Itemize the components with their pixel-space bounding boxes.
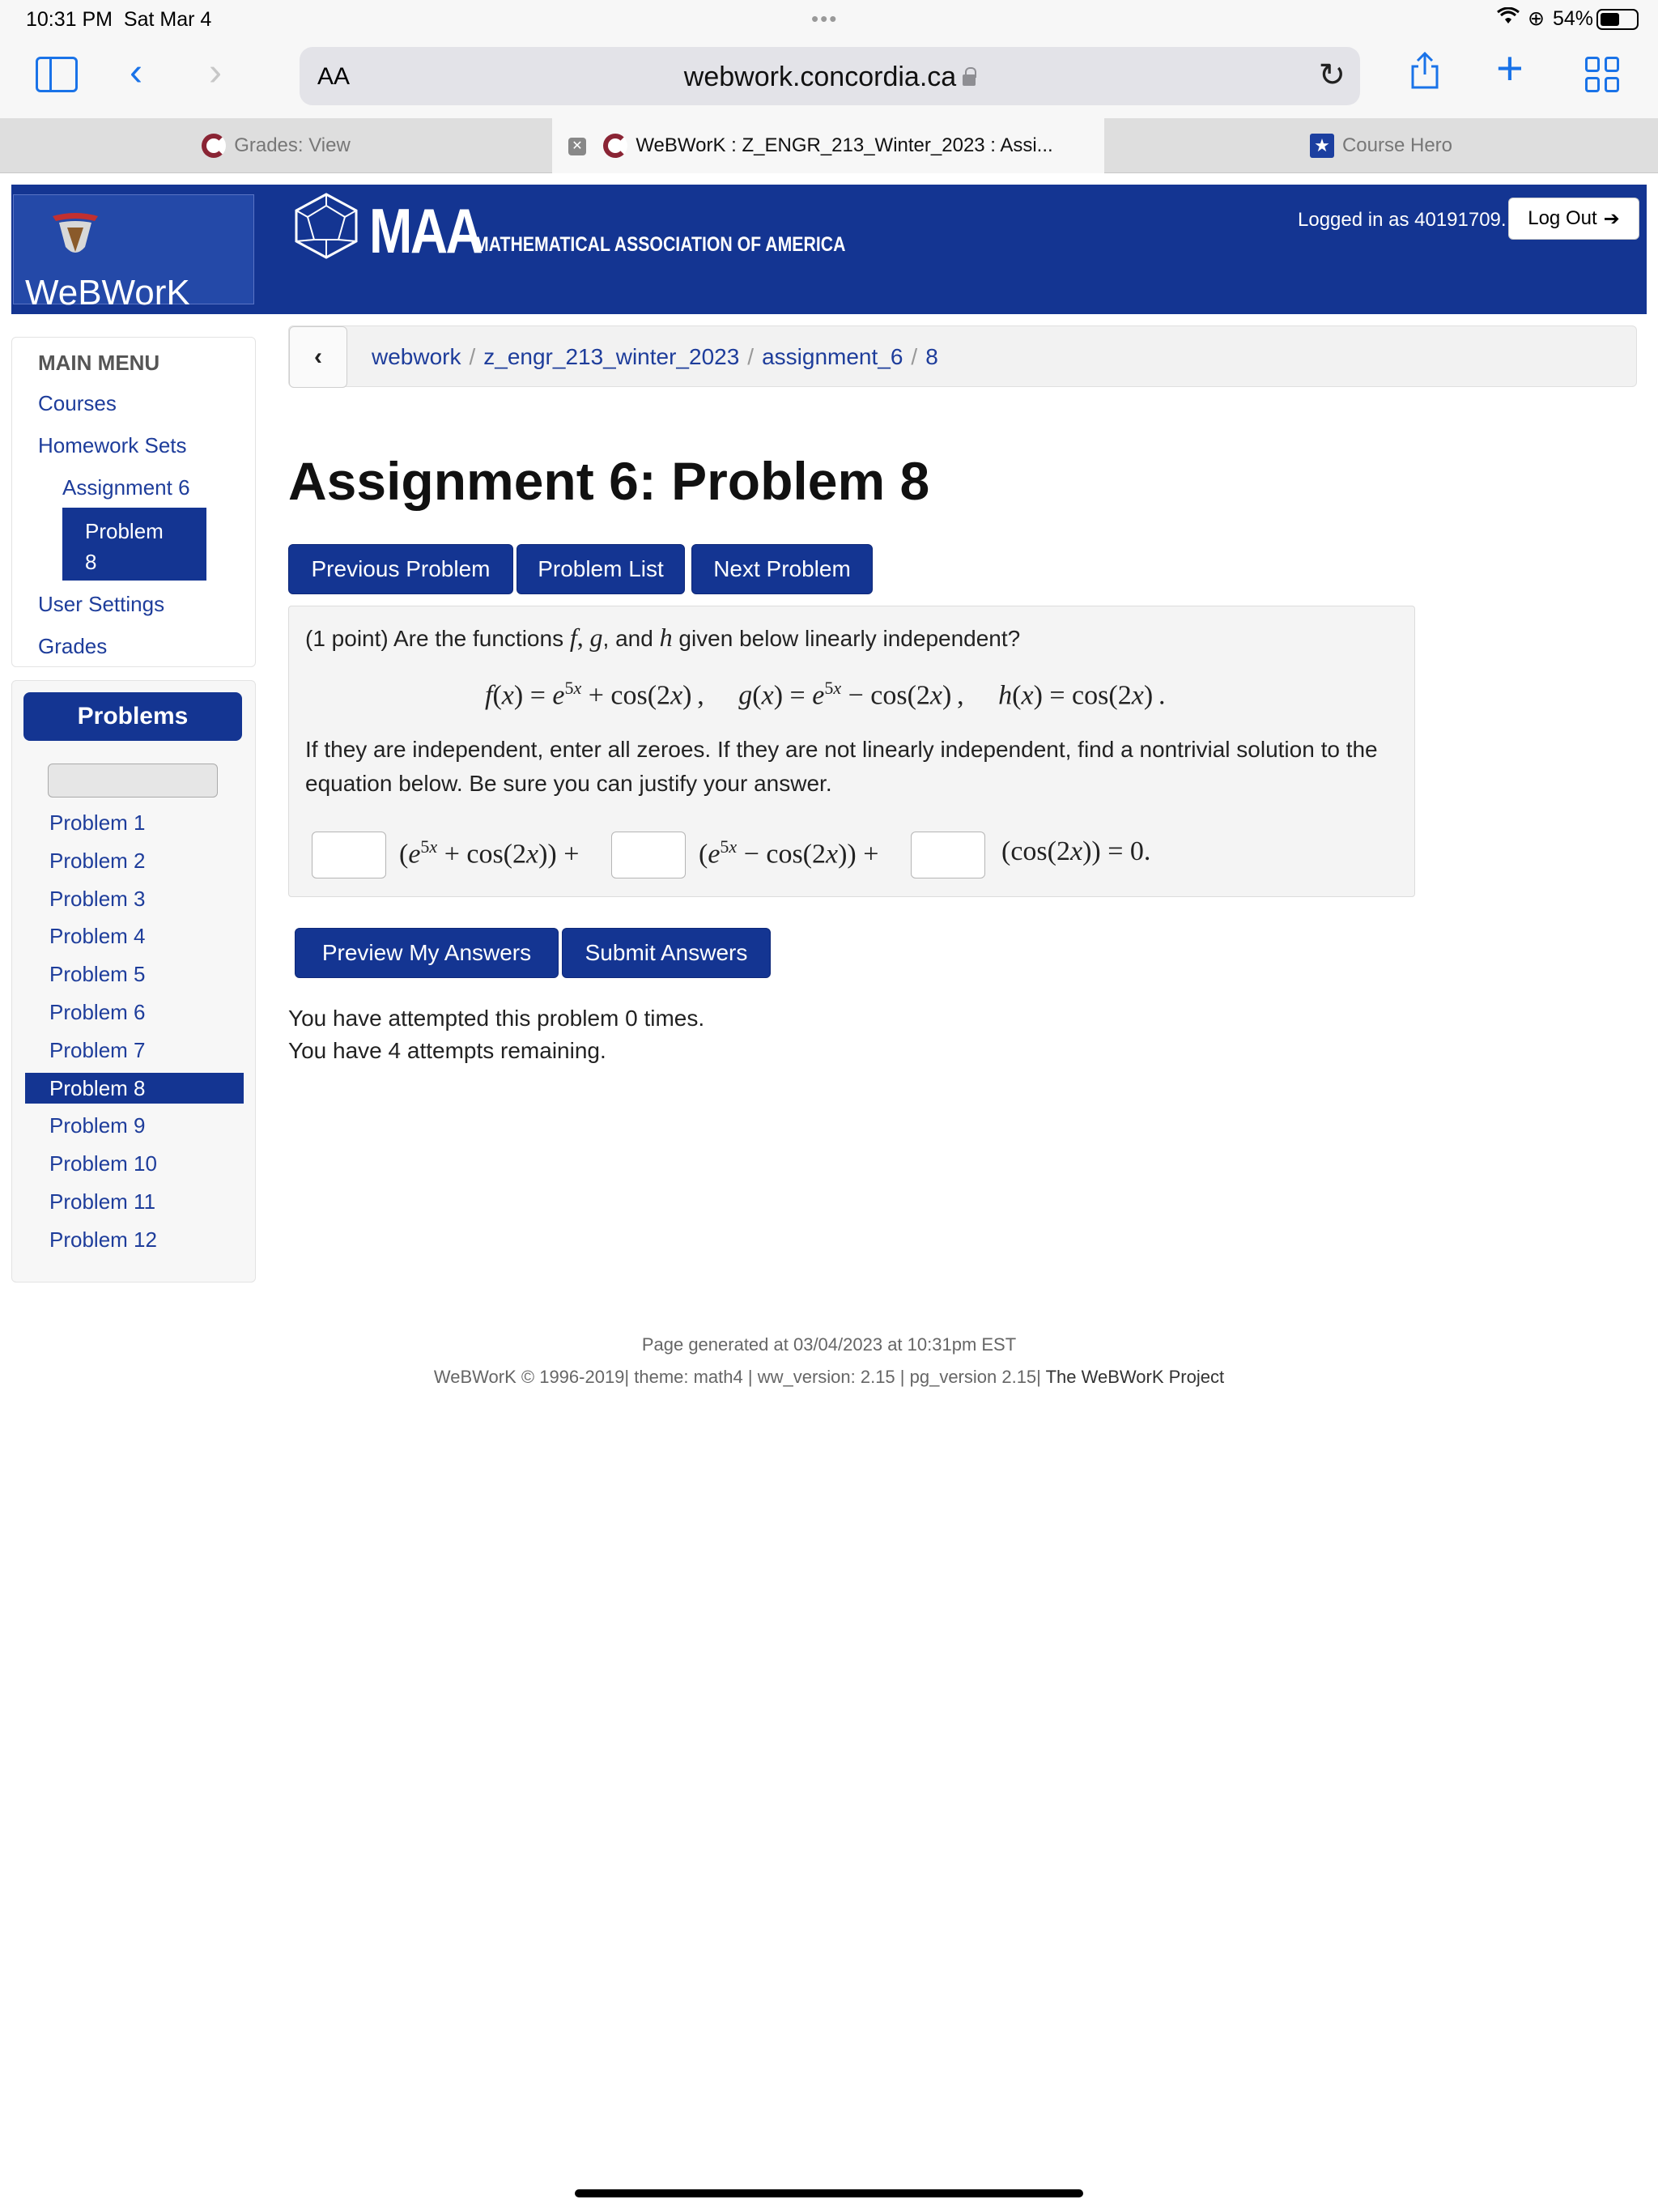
breadcrumb-back-icon[interactable]: ‹ — [289, 326, 347, 388]
menu-assignment-link[interactable]: Assignment 6 — [62, 475, 190, 500]
site-header — [11, 185, 1647, 314]
tab-label: Course Hero — [1341, 134, 1453, 156]
problem-list-item[interactable]: Problem 6 — [49, 1000, 146, 1024]
problems-panel — [11, 680, 256, 1283]
breadcrumb — [288, 325, 1637, 387]
webwork-logo[interactable] — [13, 194, 254, 313]
answer-input-2[interactable] — [611, 832, 686, 878]
math-f: f — [569, 623, 577, 652]
close-tab-icon[interactable]: ✕ — [568, 138, 586, 155]
menu-current-problem[interactable] — [62, 508, 206, 581]
attempts-remaining: You have 4 attempts remaining. — [288, 1038, 606, 1063]
math-comma: , — [576, 623, 584, 652]
home-indicator[interactable] — [575, 2189, 1083, 2197]
battery-icon — [1596, 9, 1639, 30]
breadcrumb-problem: 8 — [925, 344, 938, 369]
menu-grades-link[interactable]: Grades — [38, 634, 108, 658]
maa-polyhedron-icon — [290, 191, 363, 261]
menu-current-problem-number: 8 — [85, 550, 97, 574]
equation-rhs: = 0. — [1107, 836, 1151, 866]
breadcrumb-separator: / — [469, 344, 476, 369]
problem-filter-input[interactable] — [48, 764, 218, 798]
address-bar[interactable] — [300, 47, 1360, 105]
problem-instructions: If they are independent, enter all zeroes. If they are not linearly independent, find a nontrivial solution to the equation below. Be sure you can justify your answer. — [305, 737, 1378, 796]
term-f: $(e^{5x} + \cos(2x))$ + — [399, 836, 580, 870]
concordia-favicon-icon — [603, 134, 627, 158]
footer-copyright — [0, 1367, 1658, 1388]
share-icon[interactable] — [1409, 50, 1441, 97]
logout-icon: ➔ — [1603, 207, 1620, 230]
menu-courses-link[interactable]: Courses — [38, 391, 117, 415]
main-menu-heading: MAIN MENU — [38, 351, 160, 375]
sidebar-toggle-icon[interactable] — [36, 57, 78, 92]
status-bar — [0, 0, 1658, 37]
answer-input-3[interactable] — [911, 832, 985, 878]
webwork-logo-text: WeBWorK — [25, 273, 190, 313]
previous-problem-button[interactable]: Previous Problem — [288, 544, 513, 594]
webwork-shield-icon — [49, 211, 101, 260]
problem-list-item[interactable]: Problem 7 — [49, 1037, 146, 1062]
term-g: $(e^{5x} - \cos(2x))$ + — [699, 836, 879, 870]
problem-question — [305, 623, 1020, 653]
forward-arrow-icon[interactable]: › — [209, 51, 222, 94]
attempts-info — [288, 1002, 704, 1067]
problem-list-item[interactable]: Problem 1 — [49, 810, 146, 835]
maa-full-name: MATHEMATICAL ASSOCIATION OF AMERICA — [474, 233, 846, 256]
tab-course-hero[interactable] — [1104, 118, 1658, 173]
maa-abbrev: MAA — [369, 195, 482, 266]
problem-list-item[interactable]: Problem 8 — [25, 1073, 244, 1104]
answer-input-1[interactable] — [312, 832, 386, 878]
menu-current-problem-label: Problem — [85, 519, 164, 543]
tab-label: Grades: View — [234, 134, 351, 156]
problem-list-item[interactable]: Problem 10 — [49, 1151, 157, 1176]
reload-icon[interactable]: ↻ — [1318, 57, 1346, 93]
battery-percent: 54% — [1552, 6, 1593, 30]
problem-list-item[interactable]: Problem 4 — [49, 924, 146, 949]
new-tab-icon[interactable]: + — [1496, 42, 1524, 95]
question-prefix: (1 point) Are the functions — [305, 626, 564, 651]
tab-grades[interactable] — [0, 118, 552, 173]
problem-body — [288, 606, 1415, 897]
answer-equation — [312, 832, 1413, 878]
multitask-dots-icon[interactable]: ••• — [811, 6, 839, 31]
logged-in-text: Logged in as 40191709. — [1298, 209, 1507, 231]
tab-label: WeBWorK : Z_ENGR_213_Winter_2023 : Assi... — [636, 134, 1053, 156]
menu-homework-sets-link[interactable]: Homework Sets — [38, 433, 187, 457]
maa-logo[interactable] — [290, 191, 857, 264]
attempts-count: You have attempted this problem 0 times. — [288, 1006, 705, 1031]
lock-icon — [963, 74, 976, 86]
problem-list-item[interactable]: Problem 9 — [49, 1113, 146, 1138]
tab-webwork[interactable] — [552, 118, 1104, 173]
text-size-button[interactable]: AA — [317, 63, 351, 90]
main-menu — [11, 337, 256, 667]
problem-list-item[interactable]: Problem 5 — [49, 962, 146, 987]
wifi-icon — [1497, 7, 1520, 31]
problem-list-item[interactable]: Problem 11 — [49, 1189, 156, 1214]
term-h: (cos(2x)) = 0. — [1001, 836, 1151, 866]
menu-user-settings-link[interactable]: User Settings — [38, 592, 165, 616]
preview-answers-button[interactable]: Preview My Answers — [295, 928, 559, 978]
tab-overview-icon[interactable] — [1585, 57, 1621, 92]
breadcrumb-separator: / — [911, 344, 918, 369]
webwork-project-link[interactable]: The WeBWorK Project — [1045, 1367, 1225, 1387]
back-arrow-icon[interactable]: ‹ — [130, 51, 142, 94]
problem-list-button[interactable]: Problem List — [517, 544, 685, 594]
math-g: g — [589, 623, 603, 652]
concordia-favicon-icon — [202, 134, 226, 158]
clock-date: Sat Mar 4 — [123, 8, 212, 31]
tab-strip — [0, 118, 1658, 173]
logout-label: Log Out — [1528, 207, 1597, 229]
clock-time: 10:31 PM — [26, 8, 113, 31]
breadcrumb-separator: / — [747, 344, 755, 369]
page-title: Assignment 6: Problem 8 — [288, 451, 930, 511]
function-definitions: $f(x) = e^{5x} + \cos(2x)$ , $g(x) = e^{5x} - \cos(2x)$ , h(x) = cos(2x) . — [485, 678, 1166, 711]
problems-heading-button[interactable]: Problems — [23, 692, 242, 741]
question-and: , and — [602, 626, 653, 651]
problem-list-item[interactable]: Problem 12 — [49, 1227, 157, 1252]
status-time — [26, 8, 211, 32]
question-suffix: given below linearly independent? — [678, 626, 1021, 651]
breadcrumb-assignment[interactable]: assignment_6 — [762, 344, 903, 369]
status-indicators — [1497, 6, 1593, 31]
submit-answers-button[interactable]: Submit Answers — [562, 928, 771, 978]
breadcrumb-trail — [372, 344, 938, 370]
url-display[interactable] — [300, 62, 1360, 93]
logout-button[interactable] — [1508, 198, 1639, 240]
battery-fill — [1601, 13, 1619, 26]
breadcrumb-course[interactable]: z_engr_213_winter_2023 — [483, 344, 740, 369]
problem-list-item[interactable]: Problem 3 — [49, 886, 146, 911]
orientation-lock-icon: ⊕ — [1528, 7, 1545, 30]
breadcrumb-webwork[interactable]: webwork — [372, 344, 461, 369]
url-text: webwork.concordia.ca — [683, 62, 957, 92]
problem-list-item[interactable]: Problem 2 — [49, 848, 146, 873]
next-problem-button[interactable]: Next Problem — [691, 544, 873, 594]
footer-version-text: WeBWorK © 1996-2019| theme: math4 | ww_version: 2.15 | pg_version 2.15| — [433, 1367, 1041, 1387]
math-h: h — [659, 623, 673, 652]
browser-toolbar — [0, 37, 1658, 118]
footer-generated: Page generated at 03/04/2023 at 10:31pm EST — [641, 1334, 1017, 1355]
coursehero-favicon-icon: ★ — [1310, 134, 1334, 158]
